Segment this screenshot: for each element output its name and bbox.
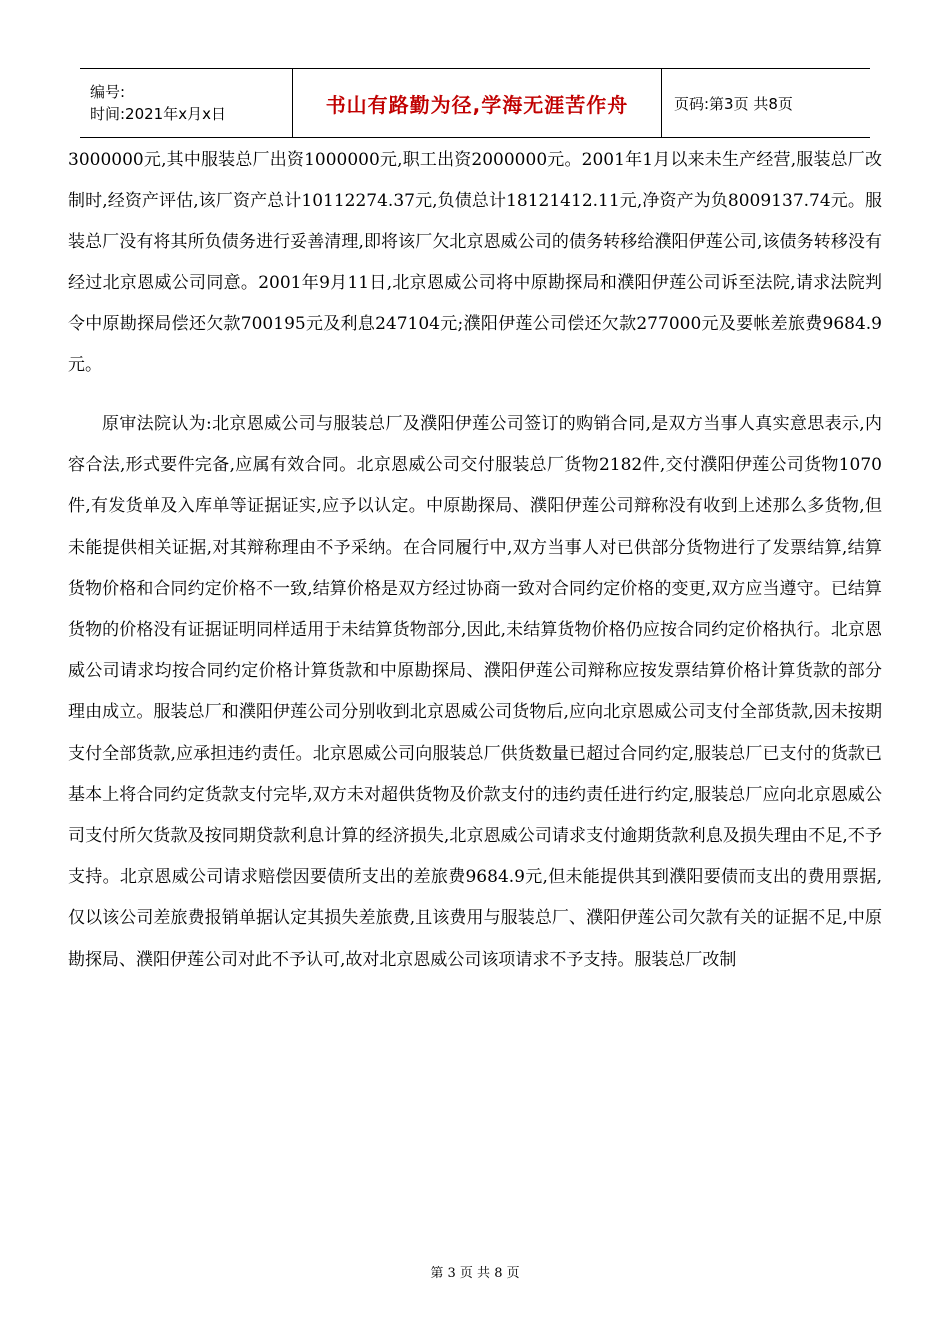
document-number-label: 编号: [90, 83, 126, 101]
page-header [80, 68, 870, 138]
document-date: 时间:2021年x月x日 [90, 105, 226, 123]
header-meta [80, 69, 292, 137]
document-body [68, 140, 882, 981]
header-page-info: 页码:第3页 共8页 [674, 94, 793, 113]
paragraph-2: 原审法院认为:北京恩威公司与服装总厂及濮阳伊莲公司签订的购销合同,是双方当事人真实意思表示,内容合法,形式要件完备,应属有效合同。北京恩威公司交付服装总厂货物2182件,交付濮阳伊莲公司货物1070件,有发货单及入库单等证据证实,应予以认定。中原勘探局、濮阳伊莲公司辩称没有收到上述那么多货物,但未能提供相关证据,对其辩称理由不予采纳。在合同履行中,双方当事人对已供部分货物进行了发票结算,结算货物价格和合同约定价格不一致,结算价格是双方经过协商一致对合同约定价格的变更,双方应当遵守。已结算货物的价格没有证据证明同样适用于未结算货物部分,因此,未结算货物价格仍应按合同约定价格执行。北京恩威公司请求均按合同约定价格计算货款和中原勘探局、濮阳伊莲公司辩称应按发票结算价格计算货款的部分理由成立。服装总厂和濮阳伊莲公司分别收到北京恩威公司货物后,应向北京恩威公司支付全部货款,因未按期支付全部货款,应承担违约责任。北京恩威公司向服装总厂供货数量已超过合同约定,服装总厂已支付的货款已基本上将合同约定货款支付完毕,双方未对超供货物及价款支付的违约责任进行约定,服装总厂应向北京恩威公司支付所欠货款及按同期贷款利息计算的经济损失,北京恩威公司请求支付逾期货款利息及损失理由不足,不予支持。北京恩威公司请求赔偿因要债所支出的差旅费9684.9元,但未能提供其到濮阳要债而支出的费用票据,仅以该公司差旅费报销单据认定其损失差旅费,且该费用与服装总厂、濮阳伊莲公司欠款有关的证据不足,中原勘探局、濮阳伊莲公司对此不予认可,故对北京恩威公司该项请求不予支持。服装总厂改制 [68, 414, 882, 970]
page-footer: 第 3 页 共 8 页 [430, 1266, 520, 1281]
header-motto: 书山有路勤为径,学海无涯苦作舟 [292, 69, 662, 137]
paragraph-1: 3000000元,其中服装总厂出资1000000元,职工出资2000000元。2001年1月以来未生产经营,服装总厂改制时,经资产评估,该厂资产总计10112274.37元,负债总计18121412.11元,净资产为负8009137.74元。服装总厂没有将其所负债务进行妥善清理,即将该厂欠北京恩威公司的债务转移给濮阳伊莲公司,该债务转移没有经过北京恩威公司同意。2001年9月11日,北京恩威公司将中原勘探局和濮阳伊莲公司诉至法院,请求法院判令中原勘探局偿还欠款700195元及利息247104元;濮阳伊莲公司偿还欠款277000元及要帐差旅费9684.9元。 [68, 150, 882, 375]
